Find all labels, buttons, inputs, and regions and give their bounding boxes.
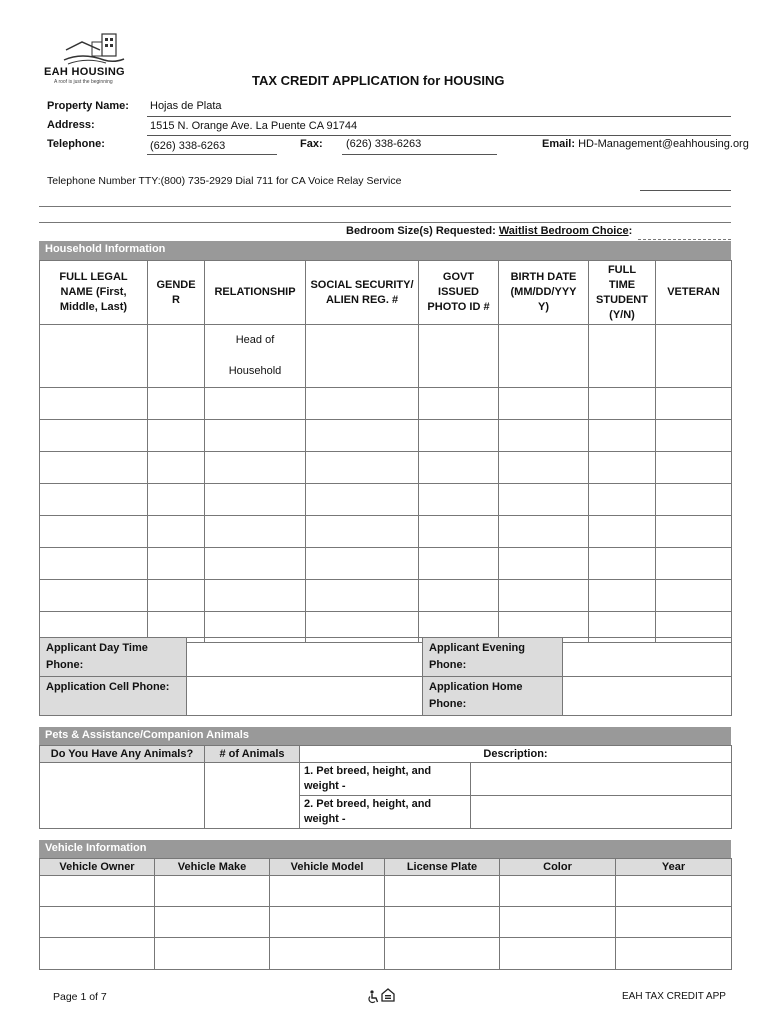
cell-input[interactable] [306, 325, 419, 388]
relationship-household: Household [228, 365, 282, 377]
pet1-input[interactable] [471, 763, 732, 796]
fax-underline [342, 154, 497, 155]
cell-phone-input[interactable] [187, 677, 423, 716]
cell-input[interactable] [205, 420, 306, 452]
col-license-plate: License Plate [385, 859, 500, 876]
cell-input[interactable] [40, 325, 148, 388]
cell-input[interactable] [616, 938, 732, 970]
cell-input[interactable] [40, 580, 148, 612]
cell-input[interactable] [419, 580, 499, 612]
cell-input[interactable] [148, 452, 205, 484]
cell-input[interactable] [589, 325, 656, 388]
cell-input[interactable] [589, 548, 656, 580]
cell-input[interactable] [499, 420, 589, 452]
cell-input[interactable] [155, 907, 270, 938]
property-name-label: Property Name: [47, 100, 129, 112]
col-vehicle-owner: Vehicle Owner [40, 859, 155, 876]
cell-input[interactable] [419, 516, 499, 548]
logo-name: EAH HOUSING [44, 66, 125, 78]
cell-input[interactable] [205, 516, 306, 548]
pets-table [39, 745, 732, 829]
col-year: Year [616, 859, 732, 876]
bedroom-label: Bedroom Size(s) Requested: [346, 225, 496, 237]
cell-input[interactable] [589, 420, 656, 452]
cell-input[interactable] [656, 388, 732, 420]
cell-input[interactable] [499, 388, 589, 420]
cell-input[interactable] [148, 388, 205, 420]
telephone-value[interactable]: (626) 338-6263 [150, 140, 226, 152]
relationship-head-of: Head of [235, 334, 275, 346]
cell-input[interactable] [148, 580, 205, 612]
col-gender: GENDE R [148, 261, 205, 325]
household-header-row [40, 261, 732, 325]
cell-input[interactable] [419, 325, 499, 388]
col-ssn: SOCIAL SECURITY/ ALIEN REG. # [306, 261, 419, 325]
cell-input[interactable] [40, 876, 155, 907]
cell-input[interactable] [40, 388, 148, 420]
fax-label: Fax: [300, 138, 323, 150]
cell-input[interactable] [499, 548, 589, 580]
address-label: Address: [47, 119, 95, 131]
household-row [40, 548, 732, 580]
cell-phone-label: Application Cell Phone: [40, 677, 187, 716]
bedroom-request [346, 225, 632, 237]
cell-input[interactable] [40, 548, 148, 580]
pet2-input[interactable] [471, 796, 732, 829]
cell-input[interactable] [205, 548, 306, 580]
cell-input[interactable] [148, 484, 205, 516]
cell-input[interactable] [205, 388, 306, 420]
household-row [40, 388, 732, 420]
vehicle-table [39, 858, 732, 970]
page-number: Page 1 of 7 [53, 991, 107, 1003]
cell-input[interactable] [148, 325, 205, 388]
cell-input[interactable] [148, 516, 205, 548]
footer-icons [367, 988, 397, 1006]
cell-input[interactable] [656, 484, 732, 516]
logo-tagline: A roof is just the beginning [54, 79, 113, 85]
equal-housing-icon [381, 988, 395, 1004]
cell-input[interactable] [40, 420, 148, 452]
cell-input[interactable] [40, 516, 148, 548]
cell-input[interactable] [656, 325, 732, 388]
cell-input[interactable] [616, 876, 732, 907]
tty-underline [640, 190, 731, 191]
cell-input[interactable] [205, 452, 306, 484]
fax-value[interactable]: (626) 338-6263 [346, 138, 422, 150]
household-row [40, 420, 732, 452]
property-name-value[interactable]: Hojas de Plata [150, 100, 222, 112]
property-name-underline [147, 116, 731, 117]
bedroom-choice-label: Waitlist Bedroom Choice [498, 225, 629, 237]
col-animal-count: # of Animals [205, 746, 300, 763]
cell-input[interactable] [419, 548, 499, 580]
col-birth-date: BIRTH DATE (MM/DD/YYY Y) [499, 261, 589, 325]
household-row [40, 452, 732, 484]
email-field [542, 138, 749, 150]
cell-input[interactable] [500, 907, 616, 938]
cell-input[interactable] [40, 938, 155, 970]
cell-input[interactable] [589, 452, 656, 484]
cell-input[interactable] [656, 516, 732, 548]
cell-input[interactable] [589, 484, 656, 516]
col-full-name: FULL LEGAL NAME (First, Middle, Last) [40, 261, 148, 325]
cell-input[interactable] [419, 452, 499, 484]
cell-input[interactable] [500, 876, 616, 907]
cell-input[interactable] [205, 484, 306, 516]
cell-input[interactable] [616, 907, 732, 938]
email-value[interactable]: HD-Management@eahhousing.org [578, 138, 749, 150]
cell-input[interactable] [148, 548, 205, 580]
cell-input[interactable] [499, 580, 589, 612]
cell-input[interactable] [419, 420, 499, 452]
cell-input[interactable] [500, 938, 616, 970]
household-row [40, 516, 732, 548]
col-relationship: RELATIONSHIP [205, 261, 306, 325]
email-label: Email: [542, 138, 576, 150]
vehicle-row [40, 876, 732, 907]
cell-input[interactable] [306, 420, 419, 452]
vehicle-header: Vehicle Information [39, 840, 731, 858]
home-phone-input[interactable] [563, 677, 732, 716]
home-phone-label: Application Home Phone: [423, 677, 563, 716]
cell-input[interactable] [306, 548, 419, 580]
address-value[interactable]: 1515 N. Orange Ave. La Puente CA 91744 [150, 120, 358, 132]
pet2-label: 2. Pet breed, height, and weight - [300, 796, 471, 829]
pet1-label: 1. Pet breed, height, and weight - [300, 763, 471, 796]
cell-input[interactable] [419, 484, 499, 516]
cell-input[interactable] [656, 420, 732, 452]
cell-input[interactable] [589, 516, 656, 548]
telephone-underline [147, 154, 277, 155]
logo-mark-icon [62, 32, 126, 66]
cell-input[interactable] [148, 420, 205, 452]
cell-input[interactable] [270, 938, 385, 970]
col-photo-id: GOVT ISSUED PHOTO ID # [419, 261, 499, 325]
col-have-animals: Do You Have Any Animals? [40, 746, 205, 763]
household-row [40, 580, 732, 612]
bedroom-colon: : [628, 225, 633, 237]
cell-input[interactable] [306, 388, 419, 420]
accessibility-icon [367, 990, 379, 1004]
cell-input[interactable] [155, 876, 270, 907]
cell-input[interactable] [40, 484, 148, 516]
cell-input[interactable] [499, 452, 589, 484]
pets-header: Pets & Assistance/Companion Animals [39, 727, 731, 745]
cell-input[interactable] [385, 876, 500, 907]
cell-input[interactable] [306, 452, 419, 484]
head-of-household-cell [205, 325, 306, 388]
vehicle-row [40, 907, 732, 938]
cell-input[interactable] [385, 907, 500, 938]
cell-input[interactable] [40, 907, 155, 938]
cell-input[interactable] [270, 907, 385, 938]
col-vehicle-model: Vehicle Model [270, 859, 385, 876]
cell-input[interactable] [306, 484, 419, 516]
household-header: Household Information [39, 241, 731, 260]
cell-input[interactable] [656, 580, 732, 612]
bedroom-input[interactable] [638, 239, 731, 240]
cell-input[interactable] [419, 388, 499, 420]
household-row-head [40, 325, 732, 388]
cell-input[interactable] [656, 452, 732, 484]
divider-1 [39, 206, 731, 207]
household-row [40, 484, 732, 516]
evening-phone-input[interactable] [563, 638, 732, 677]
household-table [39, 260, 732, 643]
cell-input[interactable] [656, 548, 732, 580]
cell-input[interactable] [589, 580, 656, 612]
col-veteran: VETERAN [656, 261, 732, 325]
have-animals-input[interactable] [40, 763, 205, 829]
cell-input[interactable] [155, 938, 270, 970]
col-vehicle-make: Vehicle Make [155, 859, 270, 876]
cell-input[interactable] [499, 484, 589, 516]
telephone-label: Telephone: [47, 138, 105, 150]
evening-phone-label: Applicant Evening Phone: [423, 638, 563, 677]
cell-input[interactable] [589, 388, 656, 420]
footer-app-name: EAH TAX CREDIT APP [622, 991, 726, 1002]
cell-input[interactable] [306, 516, 419, 548]
animal-count-input[interactable] [205, 763, 300, 829]
phone-table [39, 637, 732, 716]
cell-input[interactable] [385, 938, 500, 970]
day-phone-input[interactable] [187, 638, 423, 677]
cell-input[interactable] [270, 876, 385, 907]
col-student: FULL TIME STUDENT (Y/N) [589, 261, 656, 325]
day-phone-label: Applicant Day Time Phone: [40, 638, 187, 677]
address-underline [147, 135, 731, 136]
cell-input[interactable] [499, 325, 589, 388]
tty-line: Telephone Number TTY:(800) 735-2929 Dial 711 for CA Voice Relay Service [47, 175, 402, 187]
page-title: TAX CREDIT APPLICATION for HOUSING [252, 73, 505, 88]
cell-input[interactable] [205, 580, 306, 612]
cell-input[interactable] [499, 516, 589, 548]
cell-input[interactable] [306, 580, 419, 612]
vehicle-row [40, 938, 732, 970]
col-color: Color [500, 859, 616, 876]
divider-2 [39, 222, 731, 223]
logo [44, 32, 144, 88]
cell-input[interactable] [40, 452, 148, 484]
col-description: Description: [300, 746, 732, 763]
